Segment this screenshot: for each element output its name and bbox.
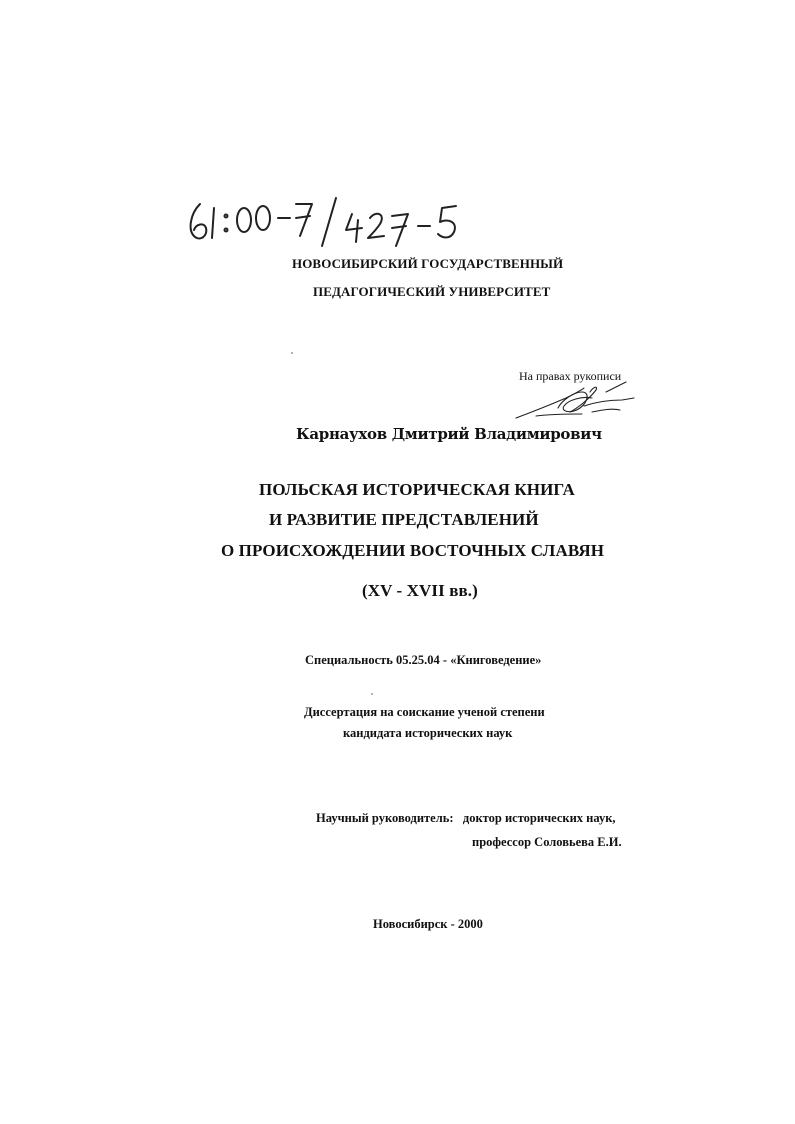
dissertation-line-1: Диссертация на соискание ученой степени — [304, 705, 545, 719]
university-name-line-2: ПЕДАГОГИЧЕСКИЙ УНИВЕРСИТЕТ — [313, 284, 551, 299]
city-year: Новосибирск - 2000 — [373, 917, 483, 931]
title-line-2: И РАЗВИТИЕ ПРЕДСТАВЛЕНИЙ — [269, 510, 539, 529]
title-line-3: О ПРОИСХОЖДЕНИИ ВОСТОЧНЫХ СЛАВЯН — [221, 541, 605, 560]
title-period: (XV - XVII вв.) — [362, 581, 478, 600]
scan-speck — [291, 352, 293, 354]
author-name: Карнаухов Дмитрий Владимирович — [296, 425, 602, 443]
handwritten-archive-code — [186, 196, 486, 252]
dissertation-line-2: кандидата исторических наук — [343, 726, 513, 740]
title-line-1: ПОЛЬСКАЯ ИСТОРИЧЕСКАЯ КНИГА — [259, 480, 575, 499]
supervisor-line-2: профессор Соловьева Е.И. — [472, 835, 622, 849]
signature-image — [512, 378, 640, 422]
specialty-line: Специальность 05.25.04 - «Книговедение» — [305, 653, 542, 667]
supervisor-line-1: Научный руководитель: доктор исторических наук, — [316, 811, 616, 825]
university-name-line-1: НОВОСИБИРСКИЙ ГОСУДАРСТВЕННЫЙ — [292, 256, 564, 271]
rights-note: На правах рукописи — [519, 369, 622, 383]
scan-speck — [371, 693, 373, 695]
